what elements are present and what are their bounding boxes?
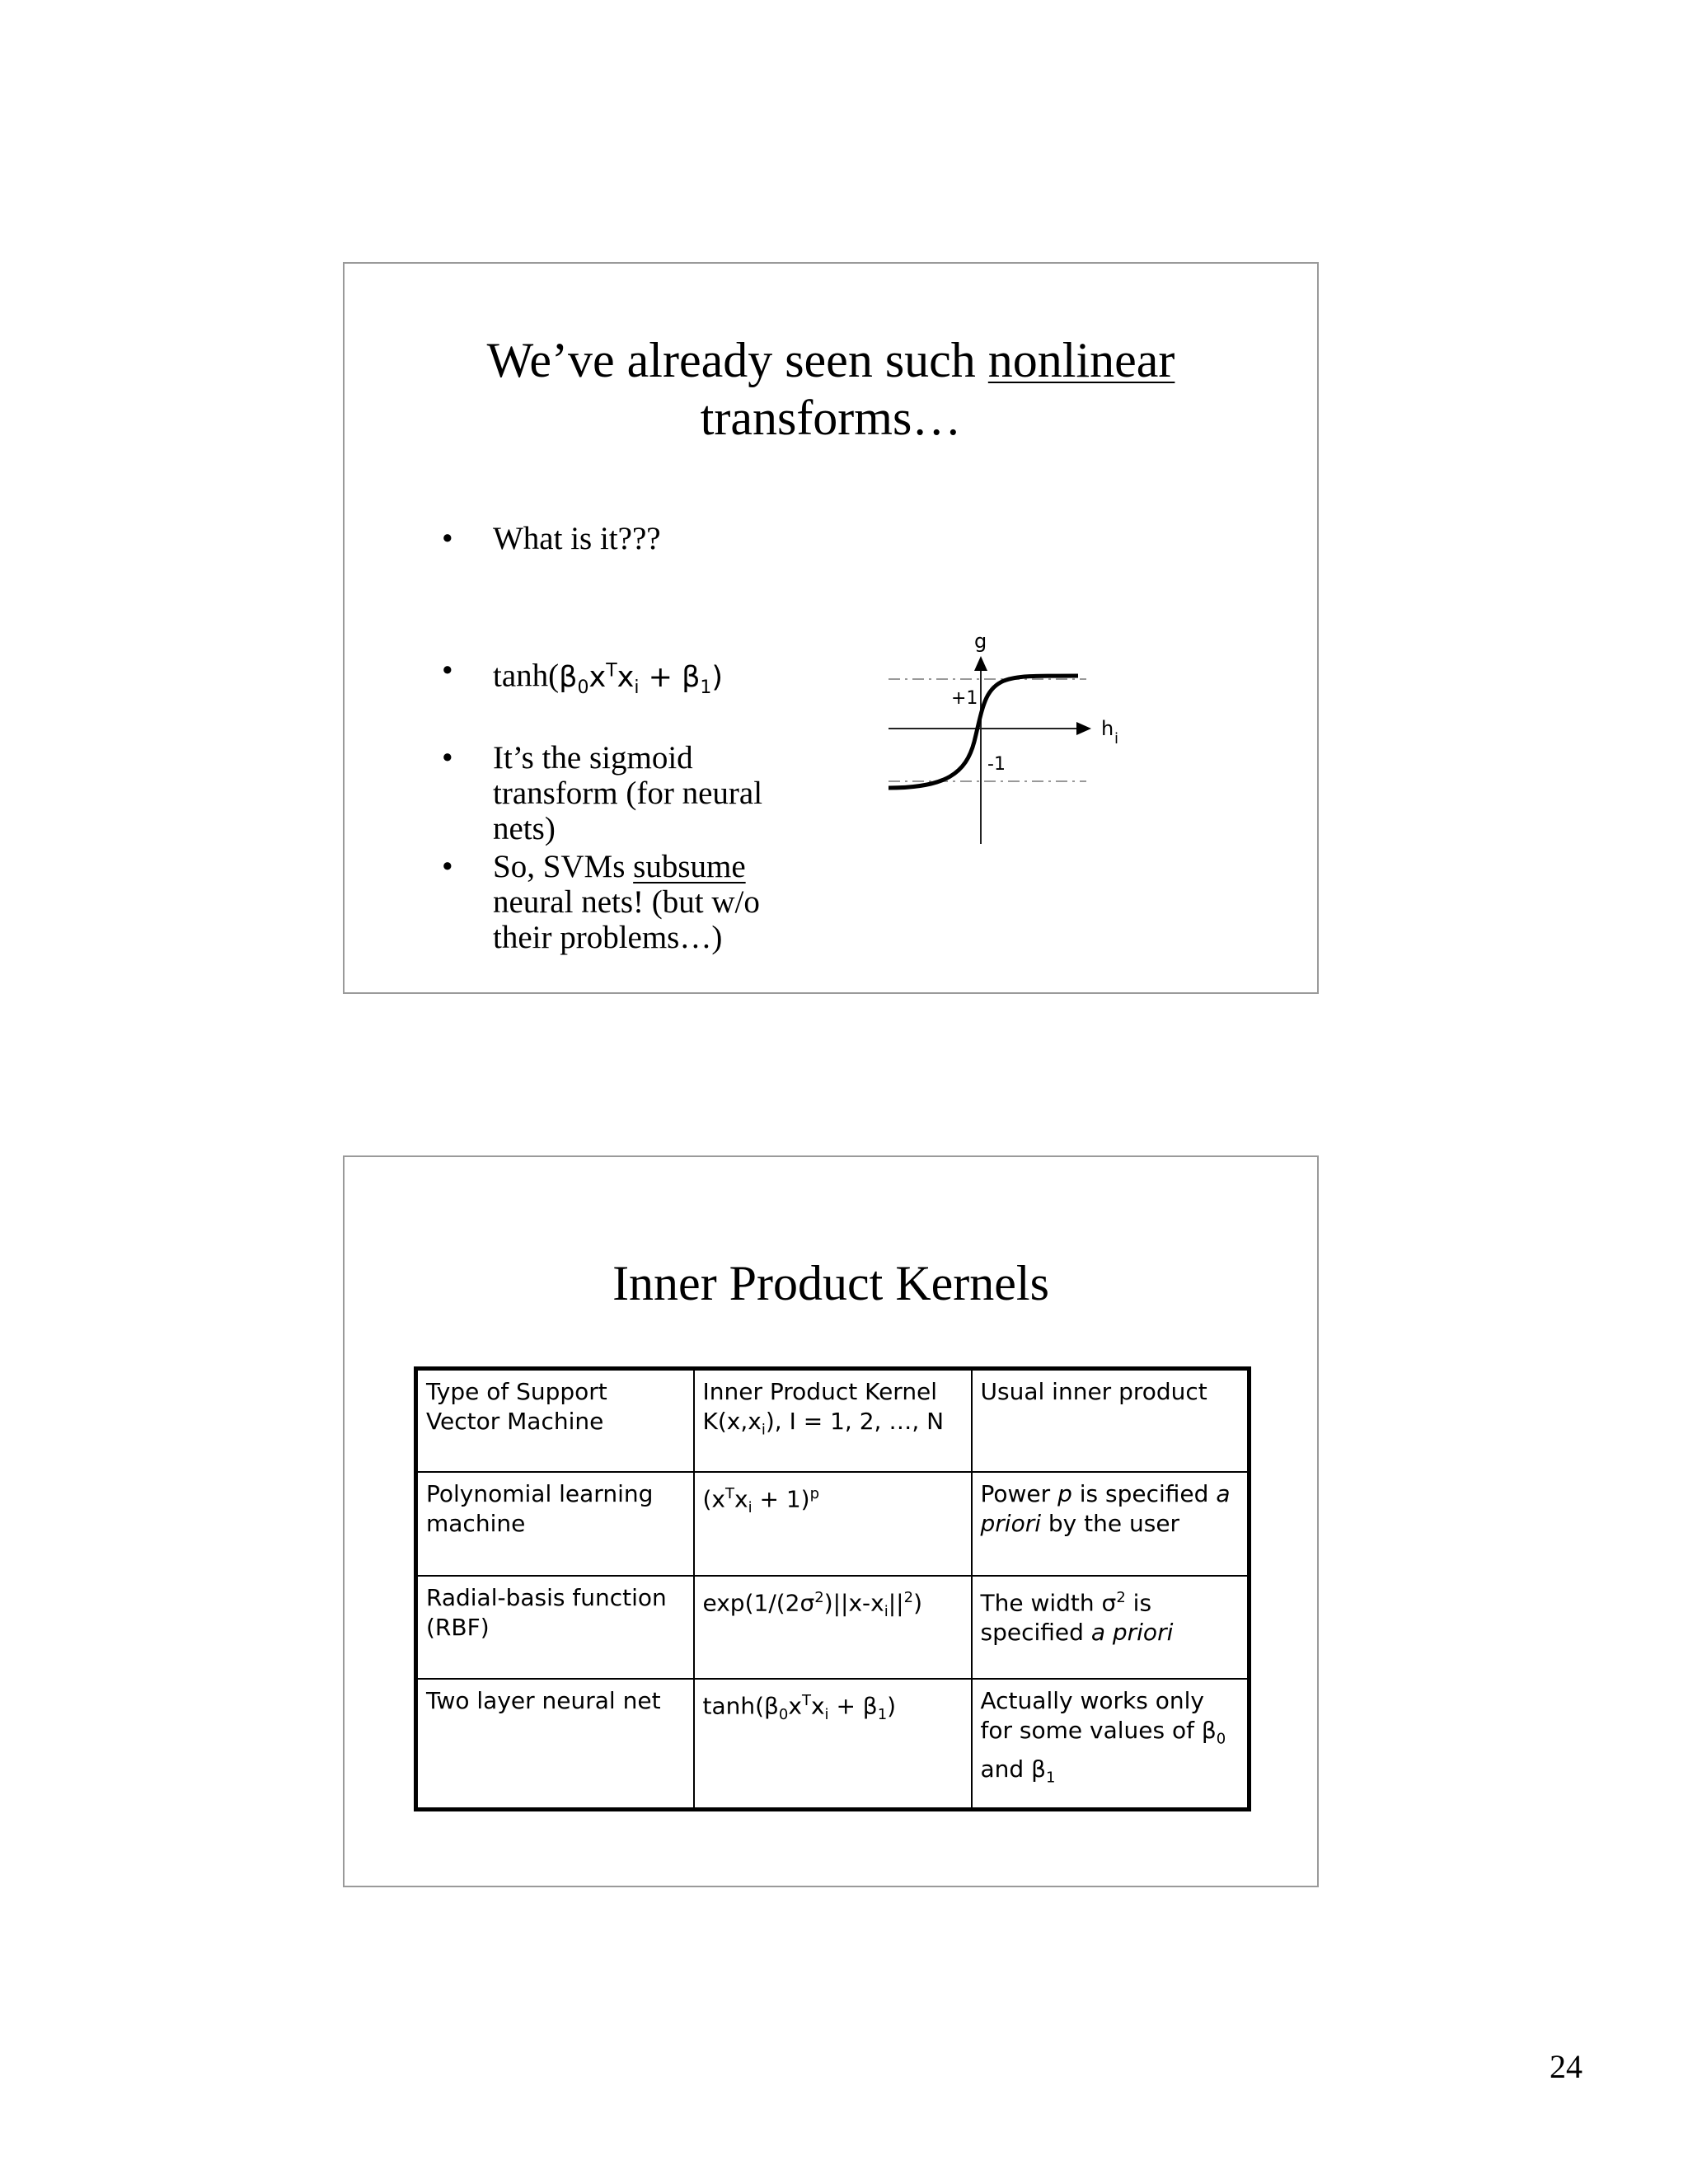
table-row — [416, 1679, 1250, 1809]
cell-text: K(x,x — [702, 1408, 762, 1435]
bullet-formula — [493, 653, 839, 705]
formula-part: T — [606, 660, 617, 681]
cell-text: by the user — [1041, 1510, 1180, 1538]
slide-nonlinear-transforms — [343, 262, 1319, 994]
cell-text: T — [725, 1485, 734, 1503]
cell-text: Power — [980, 1480, 1058, 1508]
cell-text: ) — [887, 1692, 897, 1720]
bullet-dot: • — [442, 653, 453, 688]
formula-part: x — [588, 660, 607, 694]
text-part: So, SVMs — [493, 849, 634, 884]
formula-part: 0 — [577, 677, 589, 698]
cell-text: 0 — [1216, 1730, 1226, 1748]
cell-text: a priori — [980, 1480, 1231, 1538]
formula-part — [559, 660, 724, 698]
cell-text: || — [888, 1588, 904, 1616]
title-text: We’ve already seen such — [486, 333, 988, 387]
sigmoid-graph — [889, 626, 1160, 857]
cell-text: i — [884, 1602, 889, 1620]
slide-title — [345, 331, 1317, 447]
formula-part: 1 — [700, 677, 712, 698]
cell-text: x — [734, 1485, 748, 1513]
bullet-dot: • — [442, 521, 453, 556]
cell-text: p — [809, 1485, 820, 1503]
kernels-table — [414, 1366, 1251, 1811]
cell-text: + 1) — [752, 1485, 810, 1513]
table-cell — [972, 1472, 1250, 1576]
cell-text: i — [824, 1706, 829, 1724]
cell-text: x — [810, 1692, 825, 1720]
table-cell — [694, 1576, 972, 1680]
formula-part: + β — [639, 660, 701, 694]
table-cell — [972, 1679, 1250, 1809]
title-text-line2: transforms… — [700, 391, 962, 445]
x-axis-label: h — [1101, 717, 1114, 740]
cell-text: (x — [702, 1485, 725, 1513]
x-axis-label-subscript: i — [1114, 730, 1119, 748]
cell-text: i — [748, 1499, 753, 1516]
table-header-cell: Usual inner product — [972, 1369, 1250, 1473]
cell-text: Inner Product Kernel — [702, 1378, 938, 1405]
cell-text: 2 — [814, 1588, 824, 1606]
formula-part: β — [559, 660, 578, 694]
cell-text: The width σ — [980, 1588, 1117, 1616]
bullet-text: It’s the sigmoid transform (for neural nets) — [493, 740, 763, 846]
table-row — [416, 1472, 1250, 1576]
bullet-text — [493, 849, 823, 955]
cell-text: ) — [913, 1588, 923, 1616]
underlined-word: subsume — [633, 849, 746, 884]
lower-value-label: -1 — [987, 754, 1006, 775]
y-axis-arrow-icon — [974, 656, 987, 671]
cell-text: 2 — [1116, 1588, 1126, 1606]
slide-title: Inner Product Kernels — [612, 1256, 1049, 1310]
table-cell — [972, 1576, 1250, 1680]
formula-part: ) — [711, 660, 724, 694]
table-cell: Polynomial learning machine — [416, 1472, 694, 1576]
cell-text: tanh(β — [702, 1692, 779, 1720]
slide-inner-product-kernels — [343, 1155, 1319, 1887]
formula-part: tanh( — [493, 658, 560, 694]
cell-text: is specified — [980, 1588, 1152, 1646]
title-underlined-word: nonlinear — [987, 333, 1175, 387]
cell-text: 2 — [903, 1588, 914, 1606]
cell-text: 1 — [1045, 1769, 1056, 1787]
table-cell: Two layer neural net — [416, 1679, 694, 1809]
cell-text: p — [1057, 1480, 1072, 1508]
table-header-row — [416, 1369, 1250, 1473]
bullet-text: What is it??? — [493, 521, 661, 556]
cell-text: )||x-x — [823, 1588, 884, 1616]
table-header-cell — [694, 1369, 972, 1473]
cell-text: x — [788, 1692, 802, 1720]
sigmoid-curve — [889, 676, 1078, 788]
table-cell: Radial-basis function (RBF) — [416, 1576, 694, 1680]
formula-part: i — [634, 677, 640, 698]
cell-text: i — [761, 1421, 766, 1439]
table-header-cell: Type of Support Vector Machine — [416, 1369, 694, 1473]
page-number: 24 — [1550, 2048, 1582, 2085]
x-axis-arrow-icon — [1076, 722, 1091, 735]
cell-text: T — [801, 1692, 811, 1710]
bullet-dot: • — [442, 740, 453, 776]
cell-text: 0 — [778, 1706, 789, 1724]
cell-text: Actually works only for some values of β — [980, 1687, 1217, 1745]
cell-text: 1 — [877, 1706, 888, 1724]
table-cell — [694, 1679, 972, 1809]
table-row — [416, 1576, 1250, 1680]
formula-part: x — [617, 660, 635, 694]
cell-text: is specified — [1071, 1480, 1217, 1508]
cell-text: ), I = 1, 2, …, N — [765, 1408, 945, 1435]
table-cell — [694, 1472, 972, 1576]
cell-text: + β — [828, 1692, 878, 1720]
cell-text: exp(1/(2σ — [702, 1588, 815, 1616]
text-part: neural nets! (but w/o their problems…) — [493, 884, 760, 955]
y-axis-label: g — [974, 630, 987, 653]
bullet-dot: • — [442, 849, 453, 884]
upper-value-label: +1 — [951, 688, 978, 709]
cell-text: a priori — [1090, 1618, 1174, 1646]
cell-text: and β — [980, 1755, 1046, 1783]
